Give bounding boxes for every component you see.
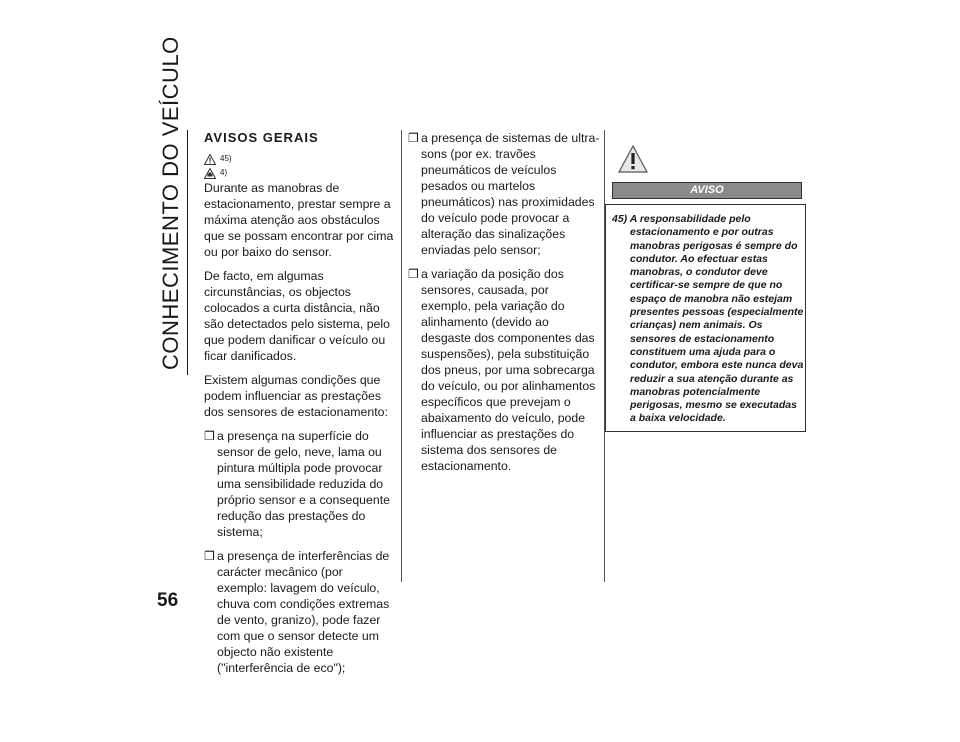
car-icon [204,168,216,179]
page-number: 56 [157,590,179,611]
paragraph: Existem algumas condições que podem influenciar as prestações dos sensores de estacionamento: [204,373,388,419]
warning-reference [204,152,396,166]
paragraph: De facto, em algumas circunstâncias, os objectos colocados a curta distância, não são detectados pelo sistema, pelo que podem danificar o veículo ou ficar danificados. [204,269,390,363]
column-divider-1 [401,130,402,582]
bullet-square-icon: ❒ [204,549,215,563]
warning-ref-number: 45) [220,154,232,163]
list-item: ❒ a presença de interferências de carácter mecânico (por exemplo: lavagem do veículo, chuva com condições extremas de vento, granizo), pode fazer com que o sensor detecte um objecto não existente ("interferência de eco"); [204,549,390,675]
list-item: ❒ a presença de sistemas de ultra-sons (por ex. travões pneumáticos de veículos pesados ou martelos pneumáticos) nas proximidades do veículo pode provocar a alteração das sinalizações enviadas pelo sensor; [408,131,600,257]
note-reference [204,166,396,180]
warning-lead: A responsabilidade pelo [629,213,751,225]
warning-text: estacionamento e por outras manobras perigosas é sempre do condutor. Ao efectuar estas manobras, o condutor deve certificar-se sempre de que no espaço de manobra não estejam presentes pessoas (especialmente crianças) nem animais. Os sensores de estacionamento constituem uma ajuda para o condutor, embora este nunca deva reduzir a sua atenção durante as manobras potencialmente perigosas, mesmo se executadas a baixa velocidade. [630,226,804,425]
section-heading: AVISOS GERAIS [204,130,319,145]
section-title: CONHECIMENTO DO VEÍCULO [158,36,183,370]
warning-number: 45) [612,213,628,225]
column-2 [408,130,600,482]
warning-triangle-icon [618,145,648,173]
note-ref-number: 4) [220,168,228,177]
warning-first-line [612,213,805,226]
column-1 [204,130,396,684]
list-item: ❒ a presença na superfície do sensor de gelo, neve, lama ou pintura múltipla pode provocar uma sensibilidade reduzida do próprio sensor e a consequente redução das prestações do sistema; [204,429,390,539]
paragraph: Durante as manobras de estacionamento, prestar sempre a máxima atenção aos obstáculos que se possam encontrar por cima ou por baixo do sensor. [204,181,394,259]
sidebar-rule [187,130,188,375]
bullet-square-icon: ❒ [408,267,419,281]
warning-box [605,204,806,432]
list-item: ❒ a variação da posição dos sensores, causada, por exemplo, pela variação do alinhamento (devido ao desgaste dos componentes das suspensões), pela substituição dos pneus, por uma sobrecarga do veículo, ou por alinhamentos específicos que prevejam o abaixamento do veículo, pode influenciar as prestações do sistema dos sensores de estacionamento. [408,267,596,473]
warning-title: AVISO [612,182,802,199]
bullet-square-icon: ❒ [408,131,419,145]
warning-triangle-icon [204,154,216,165]
bullet-square-icon: ❒ [204,429,215,443]
